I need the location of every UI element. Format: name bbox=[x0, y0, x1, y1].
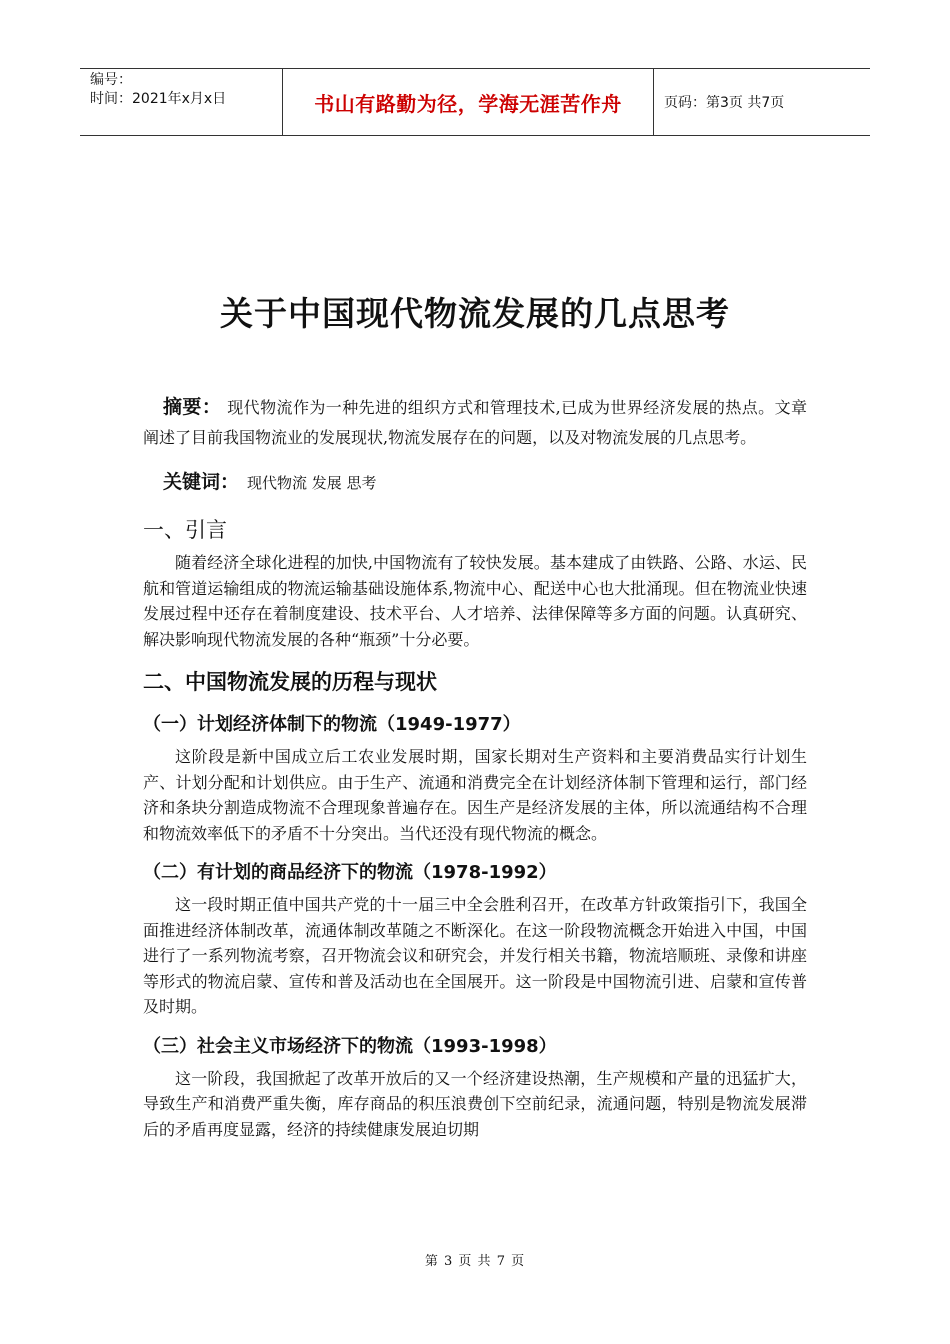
document-body bbox=[143, 392, 807, 1142]
abstract-label: 摘要： bbox=[163, 396, 222, 418]
keywords-label: 关键词： bbox=[163, 471, 240, 493]
document-title: 关于中国现代物流发展的几点思考 bbox=[220, 294, 730, 333]
subsection-paragraph-market-economy: 这一阶段，我国掀起了改革开放后的又一个经济建设热潮，生产规模和产量的迅猛扩大，导致生产和消费严重失衡，库存商品的积压浪费创下空前纪录，流通问题，特别是物流发展滞后的矛盾再度显露，经济的持续健康发展迫切期 bbox=[143, 1068, 807, 1139]
subsection-paragraph-commodity-economy: 这一段时期正值中国共产党的十一届三中全会胜利召开，在改革方针政策指引下，我国全面推进经济体制改革，流通体制改革随之不断深化。在这一阶段物流概念开始进入中国，中国进行了一系列物流考察，召开物流会议和研究会，并发行相关书籍，物流培顺班、录像和讲座等形式的物流启蒙、宣传和普及活动也在全国展开。这一阶段是中国物流引进、启蒙和宣传普及时期。 bbox=[143, 895, 807, 1016]
subsection-heading-market-economy: （三）社会主义市场经济下的物流（1993-1998） bbox=[143, 1035, 557, 1057]
section-heading-intro: 一、引言 bbox=[143, 518, 227, 542]
section-heading-history: 二、中国物流发展的历程与现状 bbox=[143, 670, 437, 694]
page-footer: 第 3 页 共 7 页 bbox=[424, 1254, 526, 1269]
subsection-heading-commodity-economy: （二）有计划的商品经济下的物流（1978-1992） bbox=[143, 862, 557, 883]
subsection-heading-planned-economy: （一）计划经济体制下的物流（1949-1977） bbox=[143, 714, 521, 735]
header-motto: 书山有路勤为径，学海无涯苦作舟 bbox=[282, 69, 654, 135]
header-code-label: 编号： bbox=[90, 72, 132, 88]
keywords bbox=[143, 467, 807, 498]
header-meta bbox=[80, 69, 282, 135]
abstract-text: 现代物流作为一种先进的组织方式和管理技术,已成为世界经济发展的热点。文章阐述了目前我国物流业的发展现状,物流发展存在的问题，以及对物流发展的几点思考。 bbox=[143, 398, 807, 447]
abstract bbox=[143, 392, 807, 453]
header-time-label: 时间：2021年x月x日 bbox=[90, 91, 227, 107]
header-page-info: 页码：第3页 共7页 bbox=[664, 95, 785, 111]
section-paragraph-intro: 随着经济全球化进程的加快,中国物流有了较快发展。基本建成了由铁路、公路、水运、民航和管道运输组成的物流运输基础设施体系,物流中心、配送中心也大批涌现。但在物流业快速发展过程中还存在着制度建设、技术平台、人才培养、法律保障等多方面的问题。认真研究、解决影响现代物流发展的各种“瓶颈”十分必要。 bbox=[143, 553, 807, 649]
page-header bbox=[80, 68, 870, 136]
keywords-text: 现代物流 发展 思考 bbox=[247, 474, 377, 492]
subsection-paragraph-planned-economy: 这阶段是新中国成立后工农业发展时期，国家长期对生产资料和主要消费品实行计划生产、计划分配和计划供应。由于生产、流通和消费完全在计划经济体制下管理和运行，部门经济和条块分割造成物流不合理现象普遍存在。因生产是经济发展的主体，所以流通结构不合理和物流效率低下的矛盾不十分突出。当代还没有现代物流的概念。 bbox=[143, 747, 807, 843]
